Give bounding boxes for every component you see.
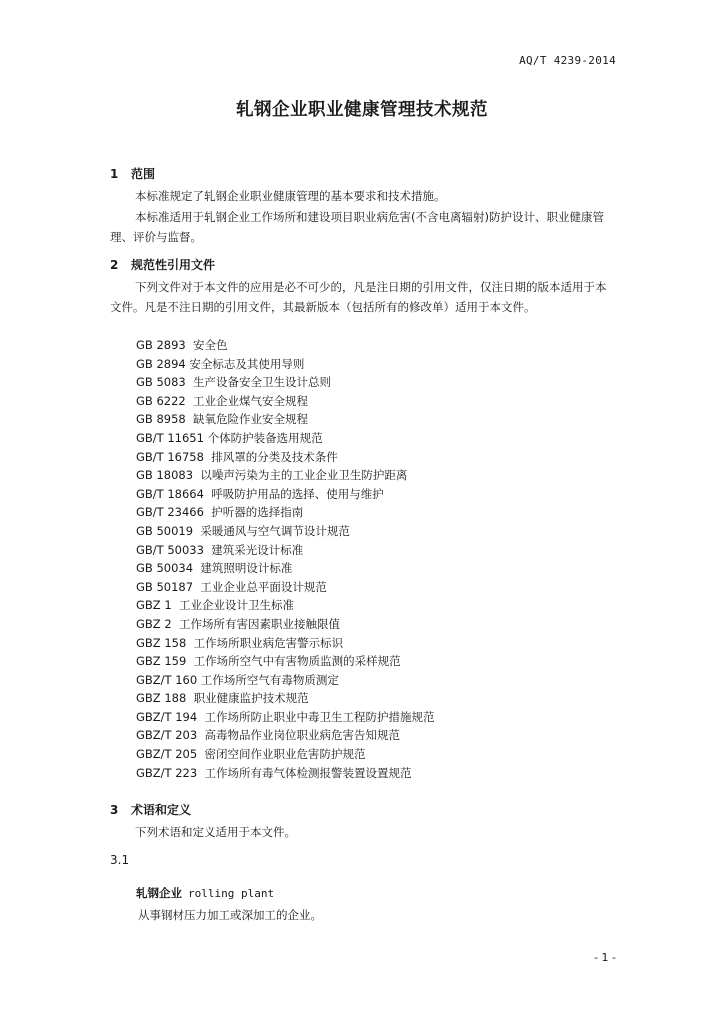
reference-item: GB 50187 工业企业总平面设计规范 [136,579,327,594]
term-chinese: 轧钢企业 [136,886,182,900]
reference-item: GBZ/T 194 工作场所防止职业中毒卫生工程防护措施规范 [136,709,435,724]
subsection-3-1-number: 3.1 [110,853,130,867]
reference-item: GBZ 1 工业企业设计卫生标准 [136,598,294,613]
reference-item: GB 8958 缺氧危险作业安全规程 [136,412,309,427]
section-1-title: 范围 [131,167,156,181]
reference-item: GBZ/T 205 密闭空间作业职业危害防护规范 [136,747,366,762]
reference-item: GB/T 50033 建筑采光设计标准 [136,542,304,557]
reference-item: GB 2893 安全色 [136,338,228,352]
section-1-heading [110,166,155,182]
term-definition: 从事钢材压力加工或深加工的企业。 [138,908,322,922]
reference-item: GB/T 18664 呼吸防护用品的选择、使用与维护 [136,486,384,501]
term-english: rolling plant [188,887,275,900]
section-3-number: 3 [110,803,119,817]
section-1-paragraph-1: 本标准规定了轧钢企业职业健康管理的基本要求和技术措施。 [135,189,446,203]
standard-code: AQ/T 4239-2014 [519,54,616,67]
section-1-number: 1 [110,167,119,181]
reference-item: GBZ 158 工作场所职业病危害警示标识 [136,635,344,650]
section-2-heading [110,257,215,273]
term-heading [136,885,274,901]
section-2-intro: 下列文件对于本文件的应用是必不可少的，凡是注日期的引用文件，仅注日期的版本适用于本文件。凡是不注日期的引用文件，其最新版本（包括所有的修改单）适用于本文件。 [110,280,607,314]
reference-item: GB 18083 以噪声污染为主的工业企业卫生防护距离 [136,468,408,483]
reference-item: GB 50034 建筑照明设计标准 [136,561,293,576]
reference-item: GBZ/T 203 高毒物品作业岗位职业病危害告知规范 [136,728,400,743]
section-3-heading [110,802,191,818]
reference-item: GB 6222 工业企业煤气安全规程 [136,393,309,408]
section-1-paragraph-2: 本标准适用于轧钢企业工作场所和建设项目职业病危害(不含电离辐射)防护设计、职业健康管理、评价与监督。 [110,210,604,244]
document-title: 轧钢企业职业健康管理技术规范 [236,100,488,120]
reference-item: GB/T 23466 护听器的选择指南 [136,505,304,520]
reference-item: GB/T 16758 排风罩的分类及技术条件 [136,449,338,464]
reference-item: GBZ/T 160 工作场所空气有毒物质测定 [136,672,339,687]
reference-item: GBZ 188 职业健康监护技术规范 [136,691,309,706]
section-3-title: 术语和定义 [131,803,192,817]
page-number: - 1 - [594,951,616,964]
reference-item: GB 5083 生产设备安全卫生设计总则 [136,375,332,390]
section-2-number: 2 [110,258,119,272]
section-2-title: 规范性引用文件 [131,258,216,272]
reference-item: GB 2894 安全标志及其使用导则 [136,356,305,371]
reference-item: GBZ/T 223 工作场所有毒气体检测报警装置设置规范 [136,765,412,780]
section-3-intro: 下列术语和定义适用于本文件。 [135,825,296,839]
reference-item: GBZ 159 工作场所空气中有害物质监测的采样规范 [136,654,401,669]
reference-item: GB/T 11651 个体防护装备选用规范 [136,430,323,445]
reference-item: GBZ 2 工作场所有害因素职业接触限值 [136,616,340,631]
reference-item: GB 50019 采暖通风与空气调节设计规范 [136,523,350,538]
reference-list [136,336,435,782]
